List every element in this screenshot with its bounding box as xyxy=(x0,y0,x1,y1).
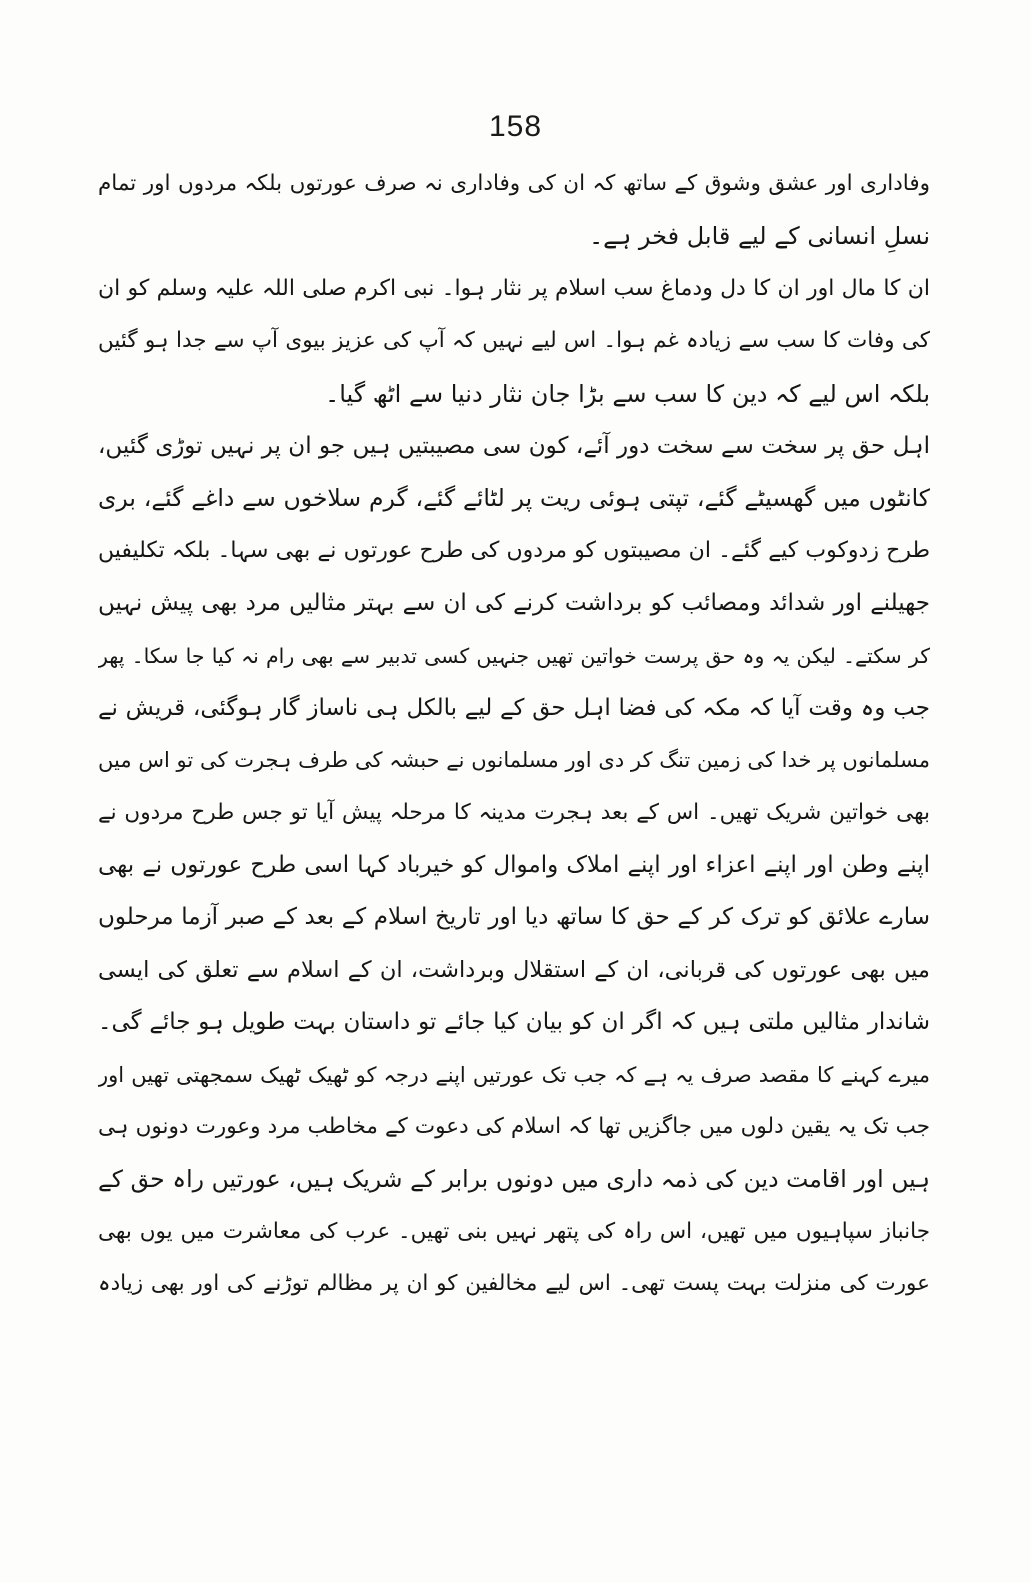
text-line: سارے علائق کو ترک کر کے حق کا ساتھ دیا اور تاریخ اسلام کے بعد کے صبر آزما مرحلوں xyxy=(98,904,930,931)
text-line: بھی خواتین شریک تھیں۔ اس کے بعد ہجرت مدینہ کا مرحلہ پیش آیا تو جس طرح مردوں نے xyxy=(98,799,930,825)
text-line: جب وہ وقت آیا کہ مکہ کی فضا اہل حق کے لیے بالکل ہی ناساز گار ہوگئی، قریش نے xyxy=(98,694,930,721)
text-line: کر سکتے۔ لیکن یہ وہ حق پرست خواتین تھیں جنہیں کسی تدبیر سے بھی رام نہ کیا جا سکا۔ پھر xyxy=(98,643,930,668)
urdu-text-body xyxy=(98,158,930,1311)
text-line: کانٹوں میں گھسیٹے گئے، تپتی ہوئی ریت پر لٹائے گئے، گرم سلاخوں سے داغے گئے، بری xyxy=(98,484,930,513)
text-line: اپنے وطن اور اپنے اعزاء اور اپنے املاک واموال کو خیرباد کہا اسی طرح عورتوں نے بھی xyxy=(98,852,930,879)
text-line: کی وفات کا سب سے زیادہ غم ہوا۔ اس لیے نہیں کہ آپ کی عزیز بیوی آپ سے جدا ہو گئیں xyxy=(98,328,930,354)
text-line: وفاداری اور عشق وشوق کے ساتھ کہ ان کی وفاداری نہ صرف عورتوں بلکہ مردوں اور تمام xyxy=(98,171,930,196)
text-line: میں بھی عورتوں کی قربانی، ان کے استقلال وبرداشت، ان کے اسلام سے تعلق کی ایسی xyxy=(98,956,930,983)
text-line: عورت کی منزلت بہت پست تھی۔ اس لیے مخالفین کو ان پر مظالم توڑنے کی اور بھی زیادہ xyxy=(98,1271,930,1297)
text-line: نسلِ انسانی کے لیے قابل فخر ہے۔ xyxy=(589,222,930,251)
text-line: شاندار مثالیں ملتی ہیں کہ اگر ان کو بیان کیا جائے تو داستان بہت طویل ہو جائے گی۔ xyxy=(98,1009,930,1036)
text-line: ہیں اور اقامت دین کی ذمہ داری میں دونوں برابر کے شریک ہیں، عورتیں راہ حق کے xyxy=(98,1165,930,1194)
text-line: جب تک یہ یقین دلوں میں جاگزیں تھا کہ اسلام کی دعوت کے مخاطب مرد وعورت دونوں ہی xyxy=(98,1114,930,1140)
text-line: اہل حق پر سخت سے سخت دور آئے، کون سی مصیبتیں ہیں جو ان پر نہیں توڑی گئیں، xyxy=(98,432,930,459)
text-line: ان کا مال اور ان کا دل ودماغ سب اسلام پر نثار ہوا۔ نبی اکرم صلی اللہ علیہ وسلم کو ان xyxy=(98,275,930,301)
text-line: جانباز سپاہیوں میں تھیں، اس راہ کی پتھر نہیں بنی تھیں۔ عرب کی معاشرت میں یوں بھی xyxy=(98,1218,930,1244)
page-number: 158 xyxy=(488,110,543,143)
text-line: مسلمانوں پر خدا کی زمین تنگ کر دی اور مسلمانوں نے حبشہ کی طرف ہجرت کی تو اس میں xyxy=(98,748,930,773)
text-line: میرے کہنے کا مقصد صرف یہ ہے کہ جب تک عورتیں اپنے درجہ کو ٹھیک ٹھیک سمجھتی تھیں اور xyxy=(98,1062,930,1087)
text-line: طرح زدوکوب کیے گئے۔ ان مصیبتوں کو مردوں کی طرح عورتوں نے بھی سہا۔ بلکہ تکلیفیں xyxy=(98,537,930,563)
text-line: بلکہ اس لیے کہ دین کا سب سے بڑا جان نثار دنیا سے اٹھ گیا۔ xyxy=(325,379,930,408)
text-line: جھیلنے اور شدائد ومصائب کو برداشت کرنے کی ان سے بہتر مثالیں مرد بھی پیش نہیں xyxy=(98,590,930,617)
